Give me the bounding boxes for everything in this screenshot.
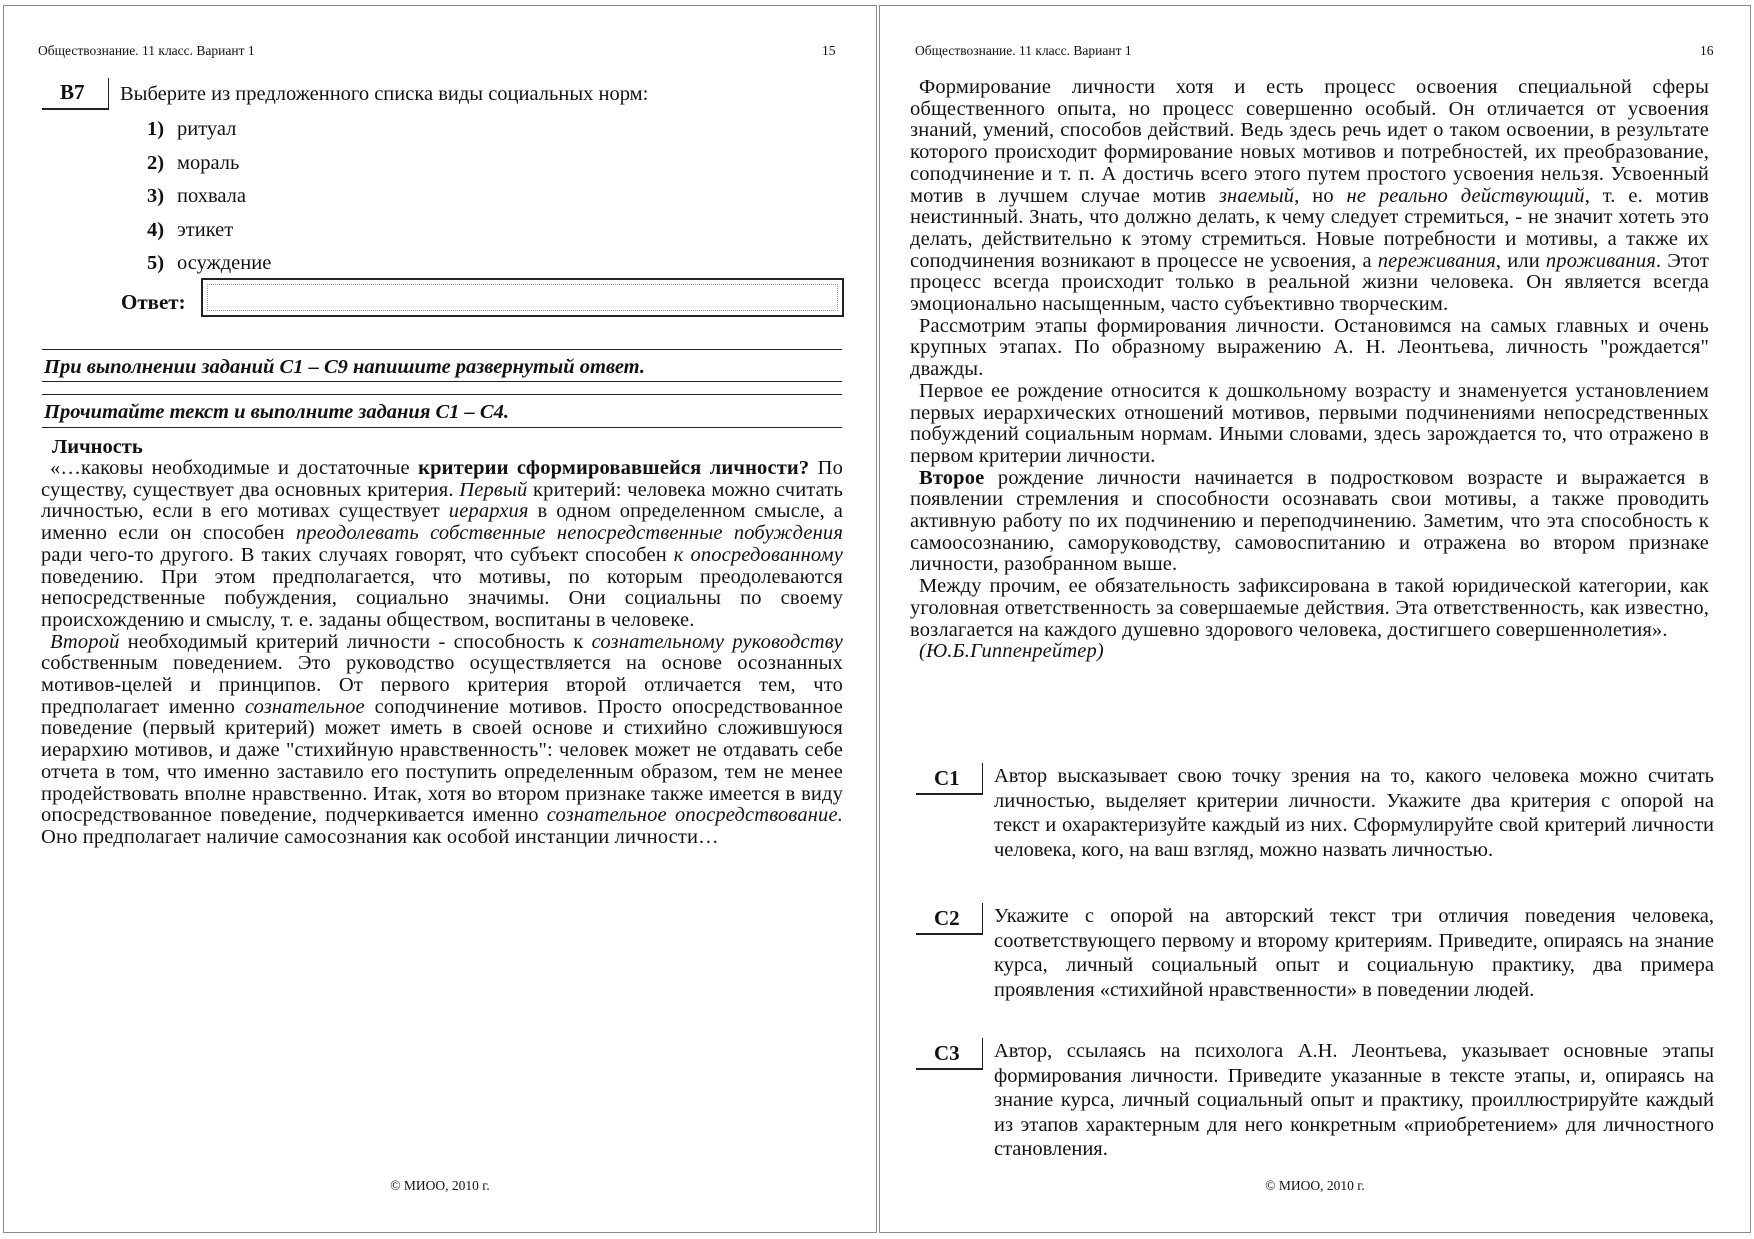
text-run: соподчинение мотивов. Просто опосредствованное поведение (первый критерий) может иметь в своей основе и стихийно сложившуюся иерархию мотивов, и даже "стихийную нравственность": человек может не отдавать себе отчета в том, что именно заставило его поступить определенным образом, тем не менее продействовать вполне нравственно. Итак, хотя во втором признаке также имеется в виду опосредствованное поведение, подчеркивается именно — [41, 695, 843, 827]
option-number: 4) — [147, 218, 165, 241]
option-number: 5) — [147, 252, 165, 274]
task-label: С3 — [934, 1041, 960, 1065]
text-run: поведению. При этом предполагается, что мотивы, по которым преодолеваются непосредственные побуждения, социально значимы. Они социальны по своему происхождению и смыслу, т. е. заданы обществом, воспитаны в человеке. — [41, 565, 843, 631]
answer-label: Ответ: — [121, 290, 186, 314]
text-run: Первое ее рождение относится к дошкольному возрасту и знаменуется установлением первых иерархических отношений мотивов, первыми подчинениями непосредственных побуждений социальным нормам. Иными словами, здесь зарождается то, что отражено в первом критерии личности. — [910, 379, 1709, 467]
paragraph — [910, 381, 1709, 468]
italic-text: (Ю.Б.Гиппенрейтер) — [919, 640, 1104, 663]
task-text: Автор, ссылаясь на психолога А.Н. Леонтьева, указывает основные этапы формирования личности. Приведите указанные в тексте этапы, и, опираясь на знание курса, личный социальный опыт и практику, проиллюстрируйте каждый из этапов характерным для него конкретным «приобретением» для личностного становления. — [994, 1040, 1714, 1161]
text-run: ради чего-то другого. В таких случаях говорят, что субъект способен — [41, 543, 674, 566]
italic-text: сознательное опосредствование. — [546, 804, 843, 827]
paragraph — [910, 77, 1709, 316]
paragraph — [41, 458, 843, 632]
option-text: похвала — [177, 185, 246, 207]
italic-text: Второй — [50, 630, 120, 653]
italic-text: знаемый — [1218, 184, 1295, 207]
text-run: Между прочим, ее обязательность зафиксирована в такой юридической категории, как уголовная ответственность за совершаемые действия. Эта ответственность, как известно, возлагается на каждого душевно здорового человека, достигшего совершеннолетия». — [910, 575, 1709, 641]
page-header: Обществознание. 11 класс. Вариант 1 — [915, 43, 1132, 58]
option-number: 1) — [147, 118, 165, 140]
italic-text: переживания — [1377, 249, 1496, 272]
paragraph — [910, 316, 1709, 381]
option-text: осуждение — [177, 252, 272, 274]
italic-text: проживания — [1545, 249, 1656, 272]
passage-title: Личность — [52, 436, 143, 458]
bold-text: Второе — [919, 466, 985, 489]
text-run: , т. е. мотив неистинный. Знать, что должно делать, к чему следует стремиться, - не значит хотеть это делать, действительно к этому стремиться. Новые потребности и мотивы, а также их соподчинения возникают в процессе не усвоения, а — [910, 184, 1709, 272]
italic-text: преодолевать собственные непосредственные побуждения — [295, 522, 843, 545]
text-run: критерий: человека можно считать личностью, если в его мотивах существует — [41, 478, 843, 523]
page-number: 15 — [822, 43, 836, 58]
paragraph — [910, 576, 1709, 641]
italic-text: иерархия — [448, 500, 529, 523]
task-label-box — [916, 1038, 983, 1070]
text-run: собственным поведением. Это руководство осуществляется на основе осознанных мотивов-целей и принципов. От первого критерия второй отличается тем, что предполагает именно — [41, 652, 843, 718]
instruction-extended-answer: При выполнении заданий С1 – С9 напишите развернутый ответ. — [44, 356, 645, 378]
bold-text: критерии сформировавшейся личности? — [418, 457, 810, 479]
text-run: Рассмотрим этапы формирования личности. Остановимся на самых главных и очень крупных этапах. По образному выражению А. Н. Леонтьева, личность "рождается" дважды. — [910, 314, 1709, 381]
answer-field-inner — [207, 284, 838, 311]
passage-text — [41, 458, 843, 849]
italic-text: не реально действующий — [1346, 184, 1585, 207]
page-16 — [879, 5, 1751, 1233]
b7-option — [147, 252, 271, 275]
text-run: необходимый критерий личности - способность к — [119, 630, 592, 653]
instruction-read-text: Прочитайте текст и выполните задания С1 – С4. — [44, 401, 509, 423]
option-text: ритуал — [177, 118, 237, 140]
b7-option — [147, 185, 246, 208]
option-number: 3) — [147, 185, 165, 207]
italic-text: Первый — [459, 478, 528, 501]
b7-option — [147, 152, 239, 175]
divider — [42, 381, 842, 382]
text-run: , но — [1294, 184, 1347, 207]
divider — [42, 349, 842, 350]
text-run: «…каковы необходимые и достаточные — [50, 457, 419, 479]
task-label-box — [42, 78, 109, 110]
paragraph — [41, 632, 843, 849]
b7-option — [147, 118, 236, 141]
task-label: С2 — [934, 906, 960, 930]
task-label-b7: B7 — [60, 80, 85, 104]
answer-field[interactable] — [201, 278, 844, 317]
italic-text: сознательное — [244, 695, 365, 718]
text-run: Формирование личности хотя и есть процесс освоения специальной сферы общественного опыта, но процесс совершенно особый. Он отличается от усвоения знаний, умений, способов действий. Ведь здесь речь идет о таком освоении, в результате которого происходит формирование новых мотивов и потребностей, их преобразование, соподчинение и т. п. А достичь всего этого путем простого усвоения нельзя. Усвоенный мотив в лучшем случае мотив — [910, 76, 1709, 207]
task-label: С1 — [934, 766, 960, 790]
task-text: Укажите с опорой на авторский текст три отличия поведения человека, соответствующего первому и второму критериям. Приведите, опираясь на знание курса, личный социальный опыт и социальную практику, два примера проявления «стихийной нравственности» в поведении людей. — [994, 905, 1714, 1001]
paragraph — [910, 468, 1709, 577]
italic-text: к опосредованному — [673, 543, 843, 566]
divider — [42, 427, 842, 428]
option-number: 2) — [147, 151, 165, 174]
page-footer: © МИОО, 2010 г. — [390, 1178, 490, 1193]
text-run: , или — [1495, 249, 1546, 272]
option-text: этикет — [177, 218, 234, 241]
task-text: Автор высказывает свою точку зрения на то, какого человека можно считать личностью, выделяет критерии личности. Укажите два критерия с опорой на текст и охарактеризуйте каждый из них. Сформулируйте свой критерий личности человека, кого, на ваш взгляд, можно назвать личностью. — [994, 765, 1714, 861]
option-text: мораль — [177, 151, 240, 174]
task-label-box — [916, 903, 983, 935]
text-run: Оно предполагает наличие самосознания как особой инстанции личности… — [41, 825, 719, 848]
task-label-box — [916, 763, 983, 795]
italic-text: сознательному руководству — [591, 630, 844, 653]
text-run: рождение личности начинается в подростковом возрасте и выражается в появлении стремления и способности осознавать свои мотивы, а также проводить активную работу по их подчинению и переподчинению. Заметим, что эта способность к самоосознанию, саморуководству, самовоспитанию и отражена во втором признаке личности, разобранном выше. — [910, 466, 1709, 576]
text-run: . Этот процесс всегда происходит только в реальной жизни человека. Он является всегда эмоционально насыщенным, часто субъективно творческим. — [910, 249, 1710, 316]
page-footer: © МИОО, 2010 г. — [1265, 1178, 1365, 1193]
b7-question: Выберите из предложенного списка виды социальных норм: — [120, 83, 649, 105]
page-number: 16 — [1700, 43, 1714, 58]
b7-option — [147, 219, 233, 242]
text-run: По существу, существует два основных критерия. — [41, 457, 843, 501]
passage-text-continued — [910, 77, 1709, 663]
page-15 — [3, 5, 877, 1233]
text-run: в одном определенном смысле, а именно если он способен — [41, 500, 843, 545]
page-header: Обществознание. 11 класс. Вариант 1 — [38, 43, 255, 58]
paragraph — [910, 641, 1709, 663]
divider — [42, 394, 842, 395]
